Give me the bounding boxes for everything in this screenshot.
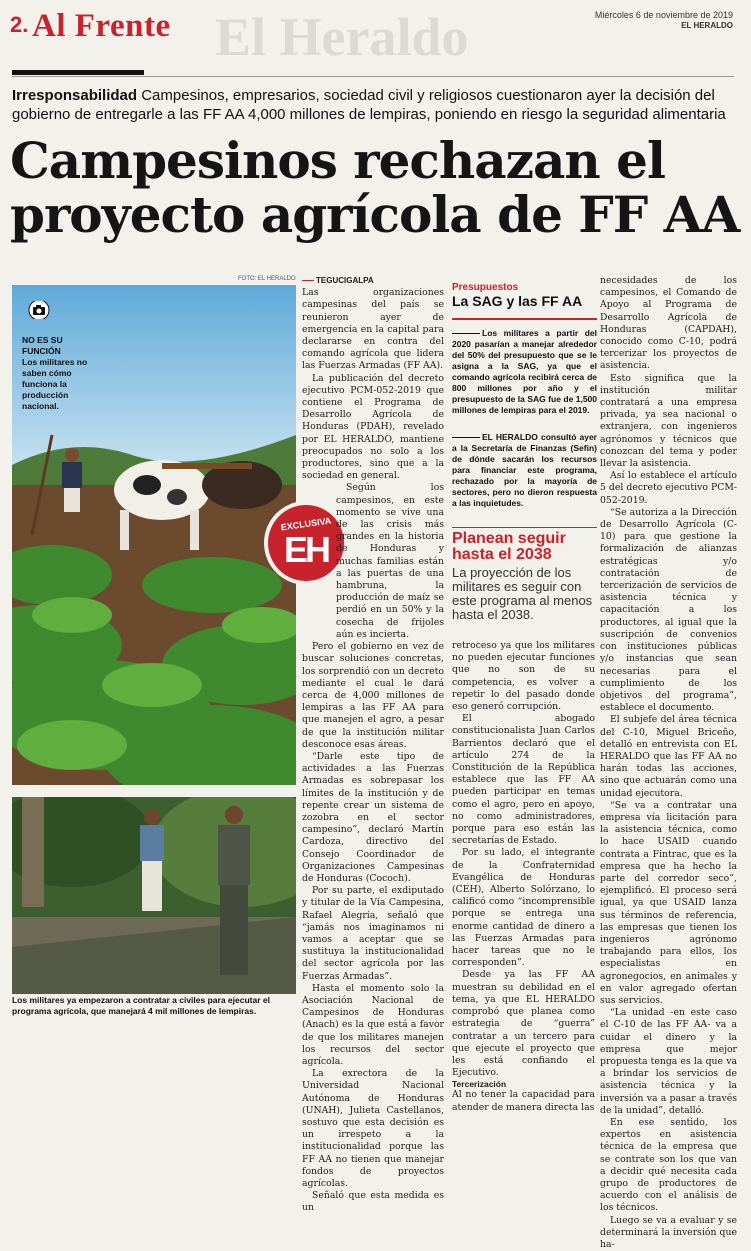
photo-side-caption bbox=[22, 335, 92, 412]
masthead-ghost-text: El Heraldo bbox=[215, 7, 469, 67]
side-caption-text: Los militares no saben cómo funciona la producción nacional. bbox=[22, 357, 88, 411]
pullout-title: Planean seguir hasta el 2038 bbox=[452, 530, 566, 563]
badge-logo: EH bbox=[283, 529, 328, 570]
pullout-text: La proyección de los militares es seguir con este programa al menos hasta el 2038. bbox=[452, 565, 593, 622]
subhead: Tercerización bbox=[452, 1079, 507, 1090]
side-caption-title: NO ES SU FUNCIÓN bbox=[22, 335, 63, 356]
dateline-text: TEGUCIGALPA bbox=[316, 276, 374, 285]
paragraph: En ese sentido, los expertos en asistencia técnica de la empresa que se contrate son los que van a decidir qué necesita cada grupo de productores de acuerdo con el análisis de los técnicos. bbox=[600, 1117, 737, 1214]
badge-label: EXCLUSIVA bbox=[280, 515, 332, 533]
paragraph: Así lo establece el artículo 5 del decreto ejecutivo PCM-052-2019. bbox=[600, 470, 737, 506]
paragraph: La publicación del decreto ejecutivo PCM-052-2019 que contiene el Programa de Desarrollo Agrícola de Honduras (PDAH), revelado por EL HERALDO, mantiene preocupados no solo a los productores, sino que a la sociedad en general. bbox=[302, 372, 444, 482]
box-title: La SAG y las FF AA bbox=[452, 293, 583, 309]
paragraph: “Se va a contratar una empresa vía licitación para la asistencia técnica, como lo hace USAID cuando contrata a Fintrac, que es la empresa que ha hecho la parte del corredor seco”, ejemplificó. El proceso será igual, ya que USAID lanza sus términos de referencia, las empresas que tienen los ingenieros agrónomo trabajando para ellos, los especialistas en agronegocios, en animales y en valor agregado ofertan sus servicios. bbox=[600, 799, 737, 1006]
article-column-1 bbox=[302, 275, 444, 1215]
kicker-rule bbox=[12, 70, 144, 75]
box-item-rule bbox=[452, 437, 480, 438]
paragraph: “La unidad -en este caso el C-10 de las FF AA- va a cuidar el dinero y la empresa que mejor propuesta tenga es la que va a brindar los servicios de asistencia técnica y la inversión va a pasar a través de la unidad”, detalló. bbox=[600, 1007, 737, 1116]
kicker-text: Campesinos, empresarios, sociedad civil y religiosos cuestionaron ayer la decisión del gobierno de entregarle a las FF AA 4,000 millones de lempiras, poniendo en riesgo la seguridad alimentaria bbox=[12, 87, 726, 123]
paragraph: Pero el gobierno en vez de buscar soluciones concretas, los sorprendió con un decreto mediante el cual le dará cerca de 4,000 millones de lempiras a las FF AA para que manejen el agro, a pesar de que la institución militar desconoce esas áreas. bbox=[302, 641, 444, 750]
header-divider bbox=[12, 76, 734, 77]
box-kicker: Presupuestos bbox=[452, 282, 519, 293]
camera-icon bbox=[28, 301, 50, 319]
dateline-rule bbox=[302, 280, 314, 281]
box-item-rule bbox=[452, 333, 480, 334]
section-title: Al Frente bbox=[32, 8, 171, 44]
paragraph: Según los campesinos, en este momento se vive una de las crisis más grandes en la historia de Honduras y muchas familias están a las puertas de una hambruna, la producción de maíz se perdió en un 50% y la cosecha de frijoles aún es incierta. bbox=[336, 482, 444, 640]
paragraph: La exrectora de la Universidad Nacional Autónoma de Honduras (UNAH), Julieta Castellanos, sostuvo que esta decisión es un irrespeto a la institucionalidad porque las FF AA no tienen que manejar fondos de proyectos agrícolas. bbox=[302, 1068, 444, 1190]
box-item-1 bbox=[452, 328, 597, 416]
paragraph: Al no tener la capacidad para atender de manera directa las bbox=[452, 1089, 595, 1113]
article-kicker bbox=[12, 86, 737, 124]
paragraph: Esto significa que la institución militar contratará a una empresa privada, ya sea nacional o extranjera, con ingenieros agrónomos y técnicos que conozcan del tema y poder llevar la asistencia. bbox=[600, 372, 737, 470]
soldiers-photo-illustration bbox=[12, 797, 296, 994]
paragraph: retroceso ya que los militares no pueden ejecutar funciones que no son de su competencia, es volver a repetir lo del pasado donde eso generó corrupción. bbox=[452, 640, 595, 713]
paragraph: Las organizaciones campesinas del país se reunieron ayer de emergencia en la capital para declararse en contra del comando agrícola que lidera las Fuerzas Armadas (FF AA). bbox=[302, 287, 444, 372]
issue-date: Miércoles 6 de noviembre de 2019 bbox=[594, 10, 733, 20]
bottom-photo-caption: Los militares ya empezaron a contratar a civiles para ejecutar el programa agrícola, que manejará 4 mil millones de lempiras. bbox=[12, 995, 270, 1016]
article-headline: Campesinos rechazan el proyecto agrícola de FF AA bbox=[10, 131, 740, 244]
paragraph: Hasta el momento solo la Asociación Nacional de Campesinos de Honduras (Anach) es la que está a favor de que los militares manejen los recursos del sector agrícola. bbox=[302, 982, 444, 1067]
paragraph: “Se autoriza a la Dirección de Desarrollo Agrícola (C-10) para que gestione la formalización de alianzas estratégicas y/o contratación de tercerización de servicios de asistencia técnica y capacitación a los productores, al igual que la suscripción de convenios con instituciones públicas y/o instancias que sean necesarias para el cumplimiento de los objetivos del programa”, establece el documento. bbox=[600, 506, 737, 714]
paragraph: Señaló que esta medida es un bbox=[302, 1190, 444, 1214]
paragraph: Luego se va a evaluar y se determinará la inversión que ha- bbox=[600, 1214, 737, 1251]
paragraph: necesidades de los campesinos, el Comando de Apoyo al Programa de Desarrollo Agrícola de Honduras (CAPDAH), conocido como C-10, podrá tercerizar los proyectos de asistencia. bbox=[600, 275, 737, 372]
box-item-1-text: Los militares a partir del 2020 pasarían a manejar alrededor del 50% del presupuesto que se le asigna a la SAG, ya que el comando agrícola recibirá cerca de 800 millones por año y el presupuesto de la SAG fue de 1,500 millones de lempiras para el 2019. bbox=[452, 328, 597, 415]
box-item-2-text: EL HERALDO consultó ayer a la Secretaría de Finanzas (Sefin) de dónde sacarán los recursos para financiar este programa, rechazado por la mayoría de sectores, pero no dieron respuesta a las inquietudes. bbox=[452, 432, 597, 508]
article-column-3 bbox=[600, 275, 737, 1251]
photo-credit: FOTO: EL HERALDO bbox=[238, 276, 296, 282]
article-column-2 bbox=[452, 640, 595, 1114]
paragraph: El abogado constitucionalista Juan Carlos Barrientos declaró que el artículo 274 de la Constitución de la República establece que las FF AA pueden participar en temas como el agro, pero en apoyo, no como administradores, porque para eso están las secretarías de Estado. bbox=[452, 713, 595, 847]
paragraph: El subjefe del área técnica del C-10, Miguel Briceño, detalló en entrevista con EL HERALDO que las FF AA no harán todas las acciones, sino que actuarán como una unidad ejecutora. bbox=[600, 714, 737, 799]
paragraph: Por su parte, el exdiputado y titular de la Vía Campesina, Rafael Alegría, señaló que “jamás nos imaginamos ni vamos a aceptar que se sustituya la institucionalidad del sector agrícola por las Fuerzas Armadas”. bbox=[302, 885, 444, 982]
newspaper-name: EL HERALDO bbox=[681, 21, 733, 30]
paragraph: Desde ya las FF AA muestran su debilidad en el tema, ya que EL HERALDO comprobó que planea como estrategia de “guerra” contratar a un tercero para que ejecute el proyecto que les está confiando el Ejecutivo. bbox=[452, 969, 595, 1079]
box-item-2 bbox=[452, 432, 597, 509]
kicker-label: Irresponsabilidad bbox=[12, 87, 138, 104]
paragraph: Por su lado, el integrante de la Confraternidad Evangélica de Honduras (CEH), Alberto Solórzano, lo calificó como “incomprensible porque se entrega una enorme cantidad de dinero a las Fuerzas Armadas para hacer tareas que no le corresponden”. bbox=[452, 847, 595, 969]
page-number: 2. bbox=[10, 12, 29, 37]
paragraph: “Darle este tipo de actividades a las Fuerzas Armadas es sobrepasar los límites de la institución y de repente crear un sistema de zozobra en el sector campesino”, declaró Martín Cardoza, directivo del Consejo Coordinador de Organizaciones Campesinas de Honduras (Cococh). bbox=[302, 750, 444, 884]
box-title-rule bbox=[452, 318, 597, 320]
pullout-rule bbox=[452, 527, 597, 528]
dateline bbox=[302, 275, 444, 287]
soldiers-photo bbox=[12, 797, 296, 994]
